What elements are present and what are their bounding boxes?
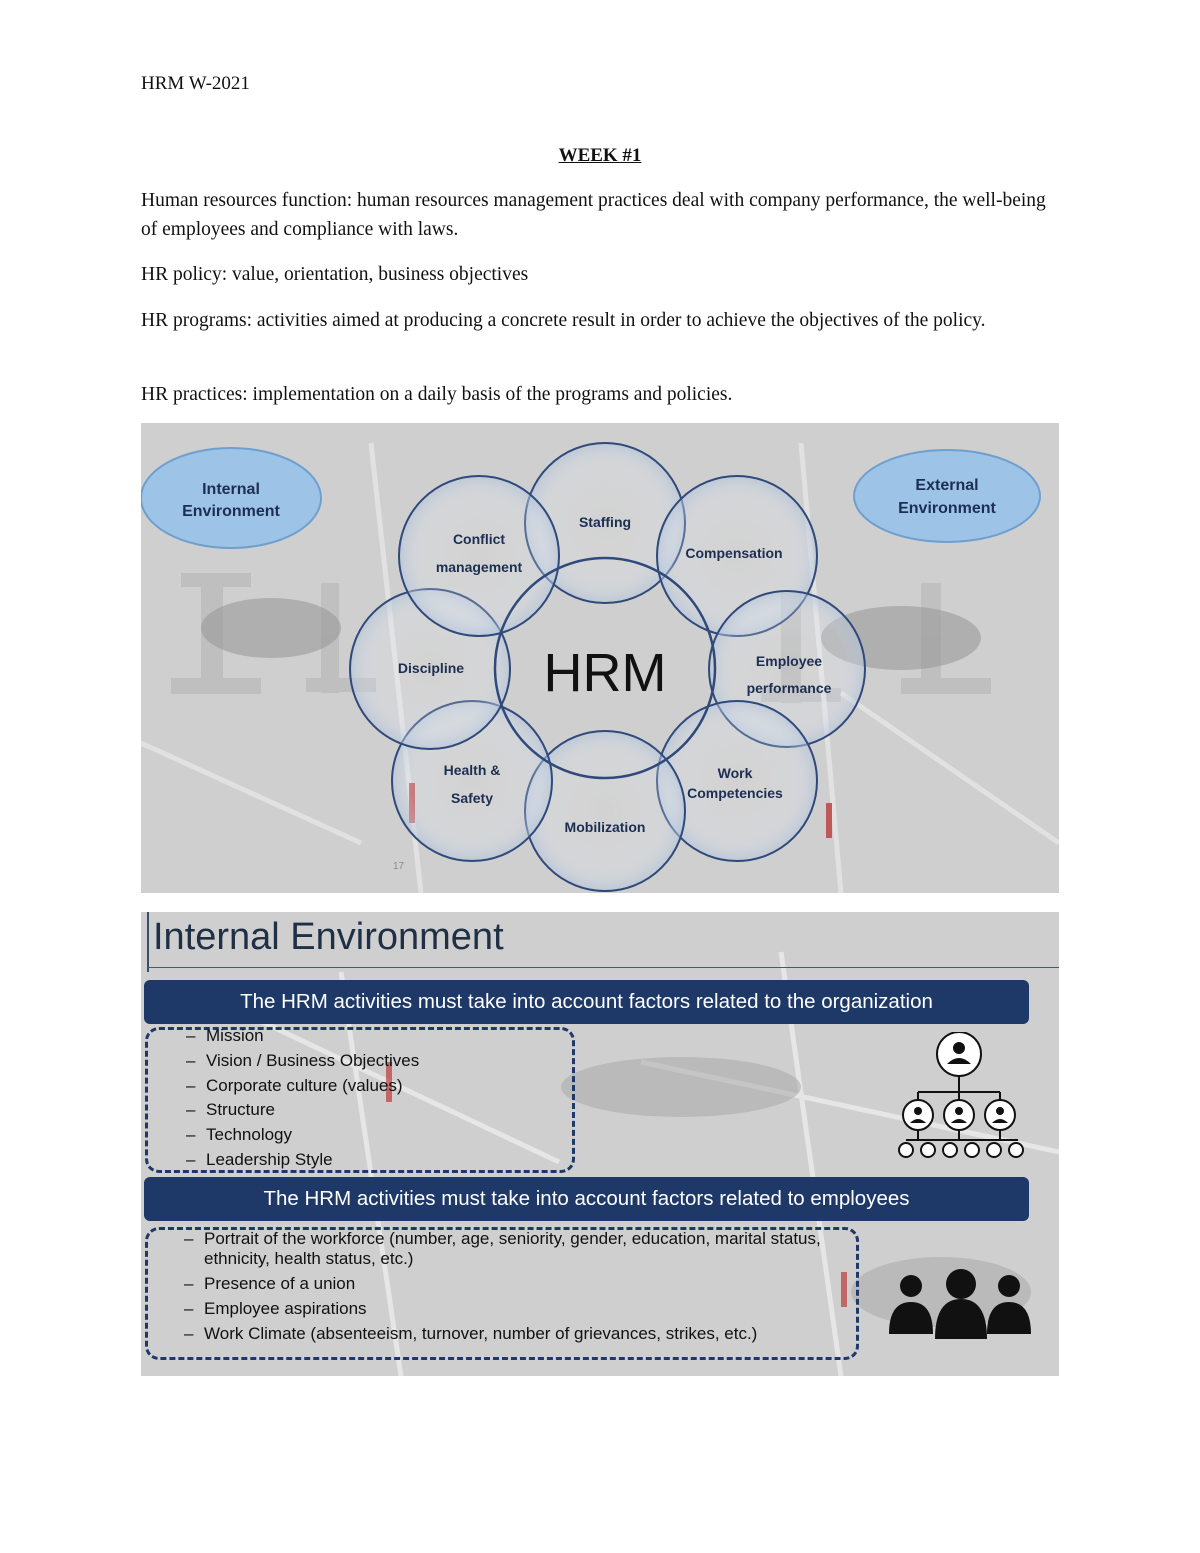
title-rule-vertical [147,912,149,972]
list-item: – Corporate culture (values) [186,1074,419,1099]
week-title: WEEK #1 [558,145,642,166]
external-environment-ellipse [854,450,1040,542]
label-compensation: Compensation [685,545,783,561]
list-item: – Portrait of the workforce (number, age, seniority, gender, education, marital status, ethnicity, health status, etc.) [184,1229,854,1269]
org-chart-icon [893,1032,1033,1162]
title-rule-horizontal [147,967,1059,968]
external-environment-label-1: External [915,477,979,494]
paragraph-hr-practices: HR practices: implementation on a daily basis of the programs and policies. [141,384,733,405]
list-item: – Technology [186,1123,419,1148]
petal-conflict-management [399,476,559,636]
paragraph-hr-policy: HR policy: value, orientation, business objectives [141,264,529,285]
external-environment-label-2: Environment [898,500,996,517]
slide-title: Internal Environment [153,916,504,958]
internal-environment-slide [141,912,1059,1376]
label-health-1: Health & [443,762,501,778]
list-item: – Employee aspirations [184,1299,854,1319]
label-staffing: Staffing [578,514,632,530]
hrm-flower-diagram [141,423,1059,893]
paragraph-hr-programs: HR programs: activities aimed at producing a concrete result in order to achieve the objectives of the policy. [141,310,986,331]
list-item: – Structure [186,1098,419,1123]
list-item: – Work Climate (absenteeism, turnover, number of grievances, strikes, etc.) [184,1324,854,1344]
hrm-center-label: HRM [543,643,667,703]
hrm-diagram-slide [141,423,1059,893]
label-health-2: Safety [450,790,494,806]
petal-mobilization [525,731,685,891]
label-competencies-1: Work [717,765,753,781]
slide-number: 17 [393,861,405,872]
employees-group-icon [889,1264,1034,1339]
label-performance-1: Employee [755,653,823,669]
employee-factors-list [184,1229,854,1349]
employee-factors-heading: The HRM activities must take into account factors related to employees [144,1177,1029,1221]
label-discipline: Discipline [397,660,465,676]
label-competencies-2: Competencies [687,785,783,801]
list-item: – Mission [186,1024,419,1049]
internal-environment-ellipse [141,448,321,548]
label-performance-2: performance [746,680,832,696]
list-item: – Presence of a union [184,1274,854,1294]
internal-environment-label-2: Environment [182,503,280,520]
label-conflict-2: management [435,559,523,575]
list-item: – Vision / Business Objectives [186,1049,419,1074]
list-item: – Leadership Style [186,1148,419,1173]
paragraph-hr-function: Human resources function: human resources management practices deal with company performance, the well-being of employees and compliance with laws. [141,190,1046,240]
label-mobilization: Mobilization [564,819,646,835]
page-header: HRM W-2021 [141,73,250,94]
organization-factors-list [186,1024,419,1173]
internal-environment-label-1: Internal [202,481,260,498]
organization-factors-heading: The HRM activities must take into account factors related to the organization [144,980,1029,1024]
label-conflict-1: Conflict [452,531,506,547]
